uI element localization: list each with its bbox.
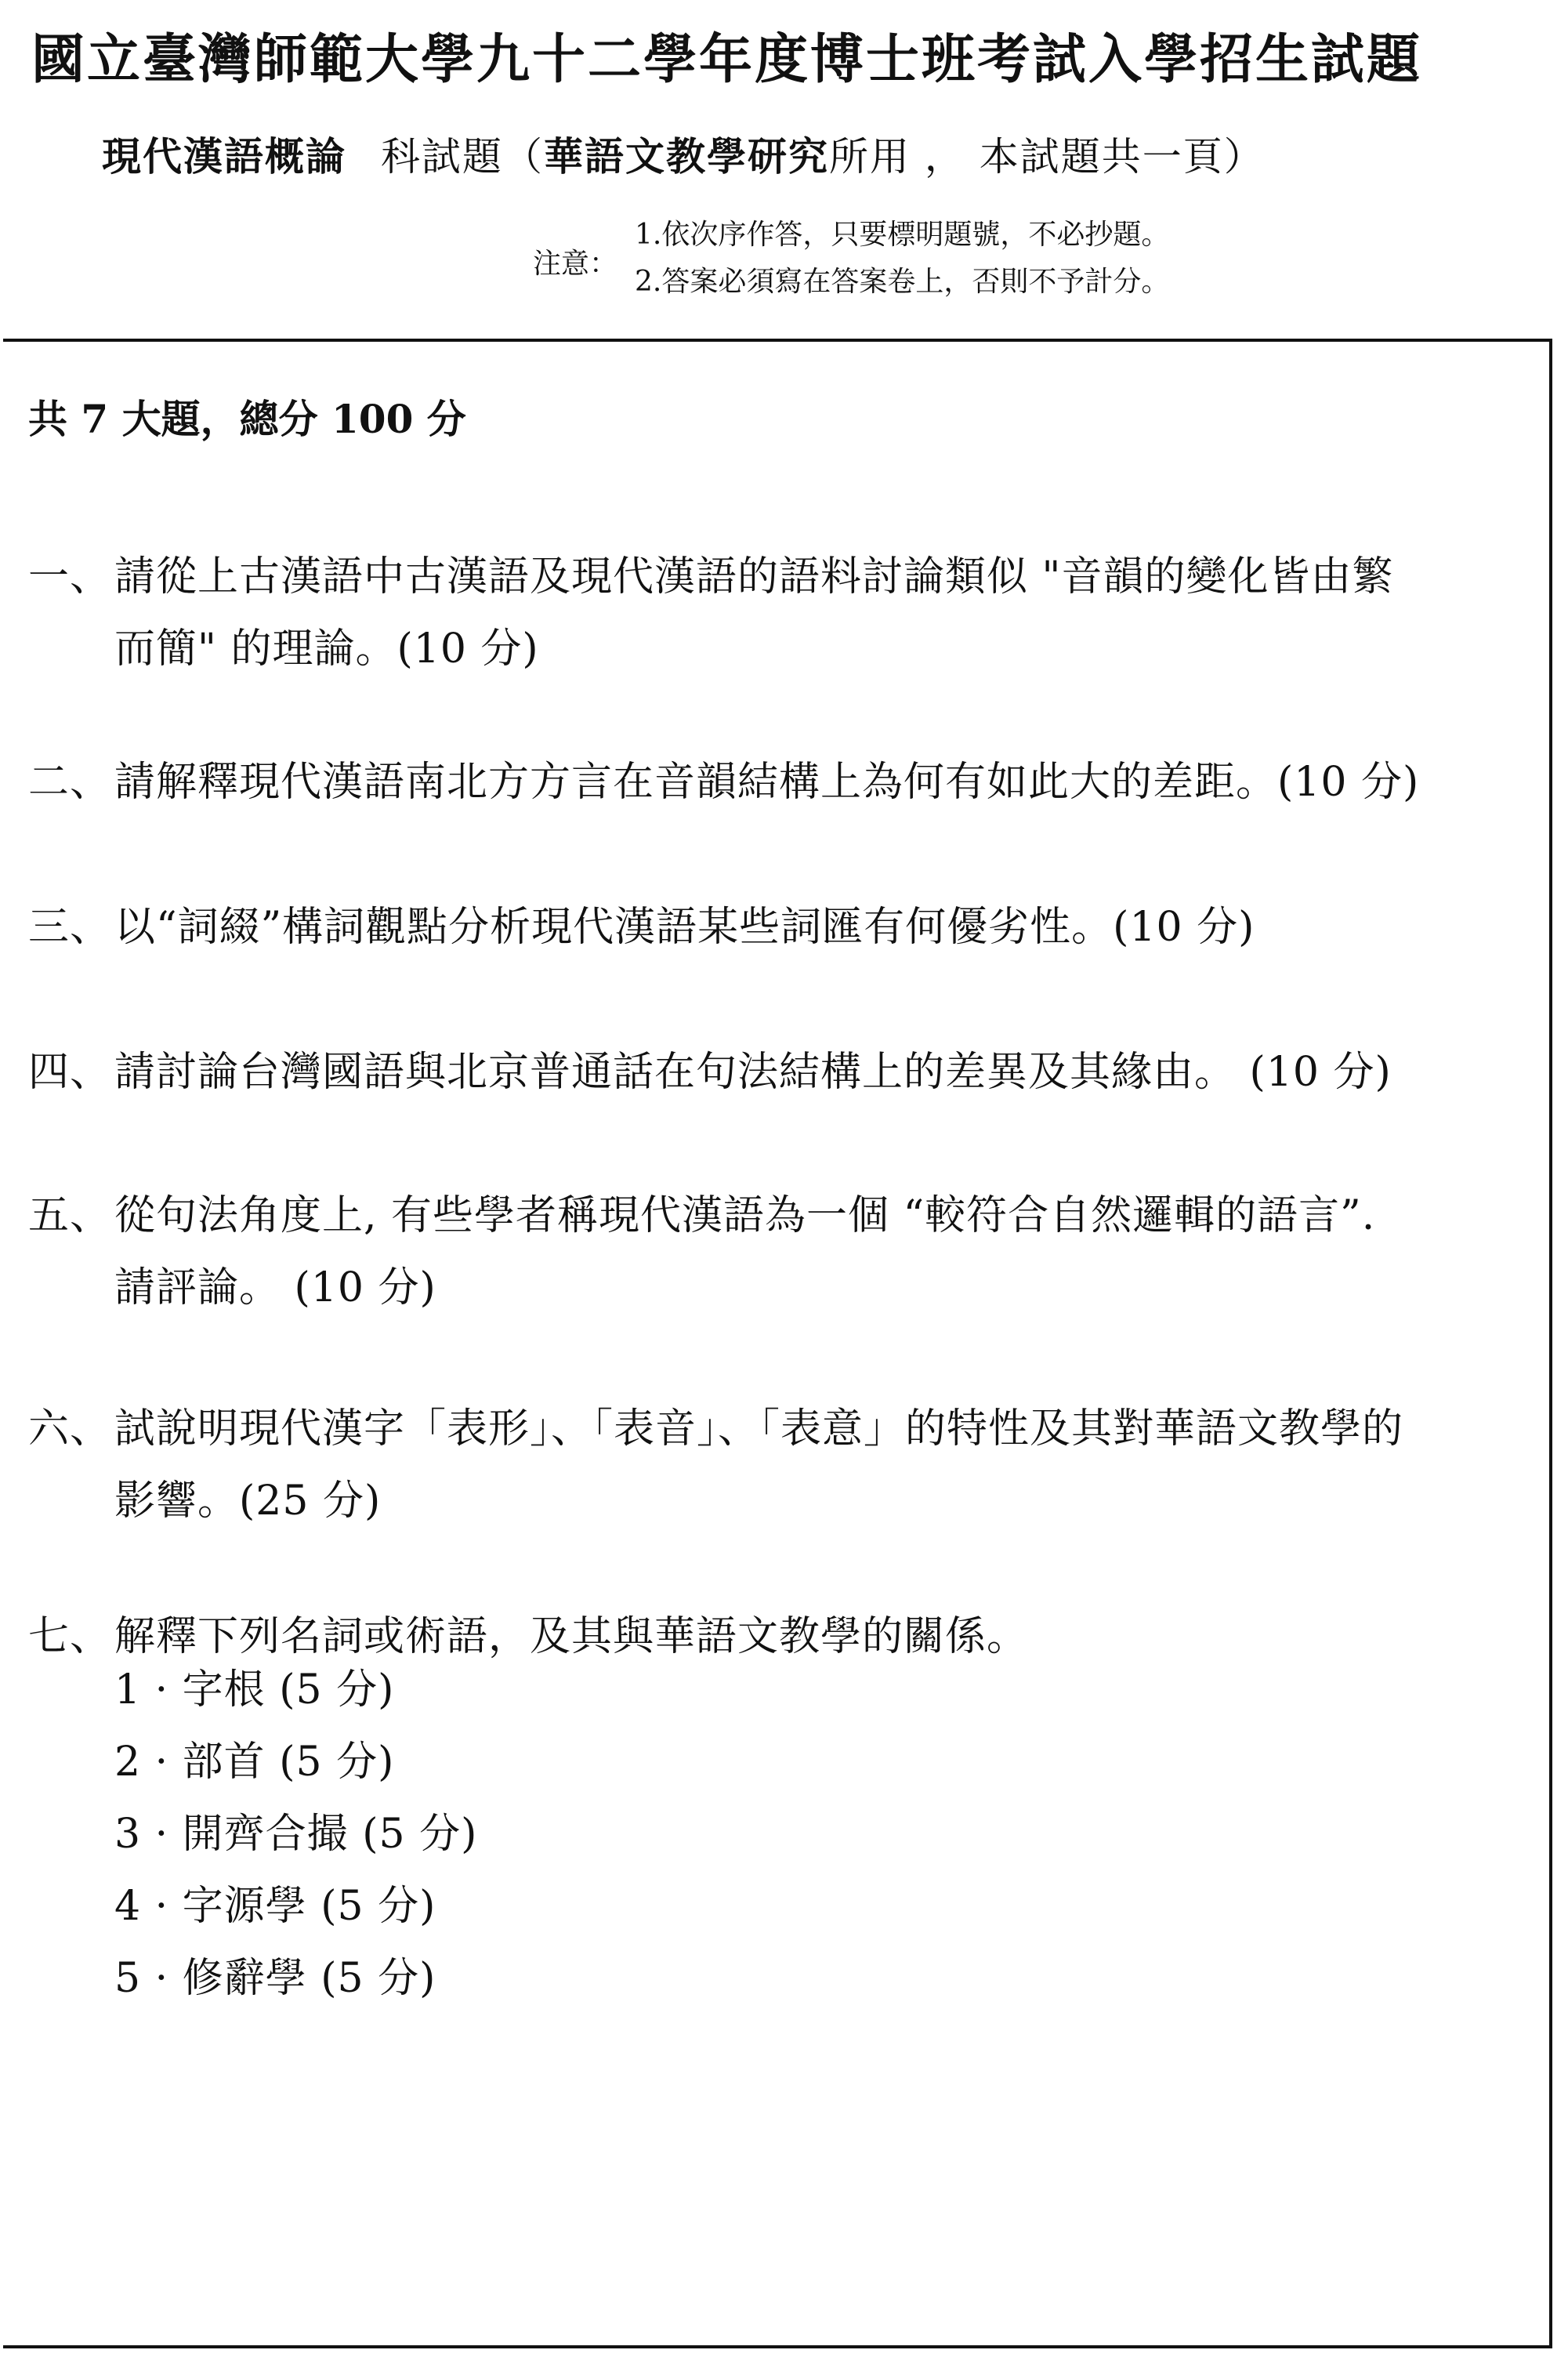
question-1 <box>28 541 1533 685</box>
question-number: 六、 <box>28 1405 112 1452</box>
question-text: 請從上古漢語中古漢語及現代漢語的語料討論類似 "音韻的變化皆由繁 <box>114 553 1394 600</box>
question-5 <box>28 1180 1533 1324</box>
notice-line: 2.答案必須寫在答案卷上，否則不予計分。 <box>635 266 1170 298</box>
question-text: 解釋下列名詞或術語，及其與華語文教學的關係。 <box>114 1613 1029 1660</box>
subject-name: 現代漢語概論 <box>102 133 346 180</box>
question-number: 三、 <box>28 904 112 951</box>
question-number: 二、 <box>28 759 112 806</box>
term-item: 3 · 開齊合撮 (5 分) <box>114 1811 478 1858</box>
term-item: 2 · 部首 (5 分) <box>114 1739 395 1786</box>
term-list <box>114 1654 477 2014</box>
notice-lines <box>635 212 1169 306</box>
question-number: 四、 <box>28 1049 112 1096</box>
question-4 <box>28 1036 1533 1108</box>
question-text-continued: 影響。(25 分) <box>114 1478 382 1525</box>
question-text: 從句法角度上, 有些學者稱現代漢語為一個 “較符合自然邏輯的語言”. <box>114 1192 1376 1239</box>
question-2 <box>28 746 1533 818</box>
term-item: 1 · 字根 (5 分) <box>114 1666 395 1713</box>
question-number: 五、 <box>28 1192 112 1239</box>
question-text: 請討論台灣國語與北京普通話在句法結構上的差異及其緣由。 (10 分) <box>114 1049 1392 1096</box>
question-number: 一、 <box>28 553 112 600</box>
notice-label: 注意： <box>533 248 618 280</box>
question-text-continued: 而簡" 的理論。(10 分) <box>114 626 539 673</box>
notice-line: 1.依次序作答，只要標明題號，不必抄題。 <box>635 219 1170 251</box>
subject-suffix: 科試題（ <box>381 134 544 180</box>
question-text-continued: 請評論。 (10 分) <box>114 1264 436 1311</box>
exam-subtitle <box>102 125 1265 182</box>
exam-title: 國立臺灣師範大學九十二學年度博士班考試入學招生試題 <box>31 28 1423 91</box>
question-text: 以“詞綴”構詞觀點分析現代漢語某些詞匯有何優劣性。(10 分) <box>114 904 1255 951</box>
question-text: 請解釋現代漢語南北方方言在音韻結構上為何有如此大的差距。(10 分) <box>114 759 1420 806</box>
question-3 <box>28 891 1533 963</box>
total-score-summary: 共 7 大題，總分 100 分 <box>28 396 466 442</box>
term-item: 5 · 修辭學 (5 分) <box>114 1955 436 2002</box>
page-info: 所用 ， 本試題共一頁） <box>829 134 1265 180</box>
question-6 <box>28 1393 1533 1537</box>
term-item: 4 · 字源學 (5 分) <box>114 1883 436 1930</box>
question-number: 七、 <box>28 1613 112 1660</box>
department-name: 華語文教學研究 <box>544 133 829 180</box>
question-text: 試說明現代漢字「表形」、「表音」、「表意」的特性及其對華語文教學的 <box>114 1405 1404 1452</box>
